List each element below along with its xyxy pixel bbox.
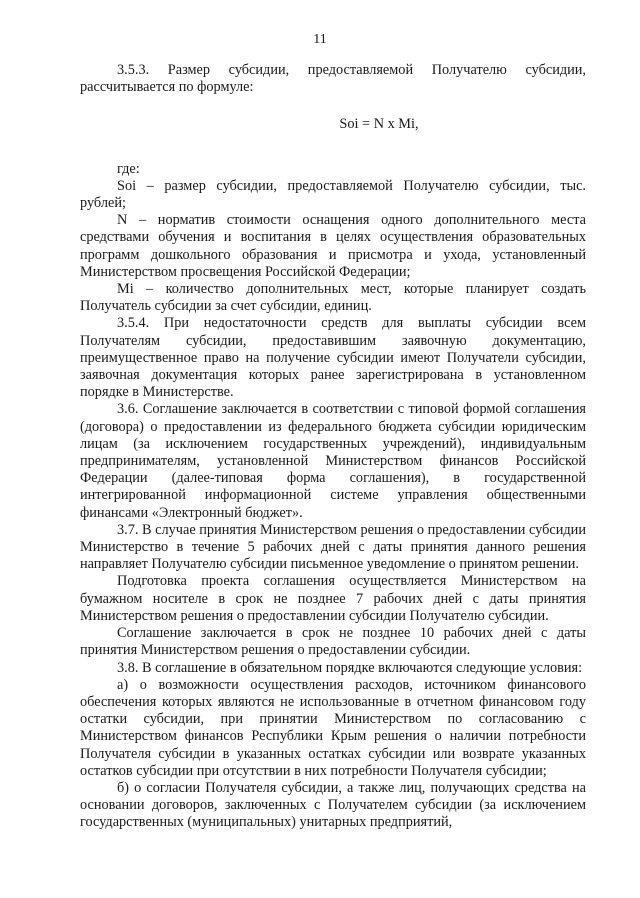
paragraph-3-5-4: 3.5.4. При недостаточности средств для выплаты субсидии всем Получателям субсидии, предоставившим заявочную документацию, преимущественное право на получение субсидии имеют Получатели субсидии, заявочная документация которых ранее зарегистрирована в установленном порядке в Министерстве. <box>80 315 586 401</box>
formula: Soi = N x Mi, <box>339 116 419 133</box>
paragraph-3-8: 3.8. В соглашение в обязательном порядке включаются следующие условия: <box>117 659 583 676</box>
paragraph-mi-definition: Mi – количество дополнительных мест, которые планирует создать Получатель субсидии за счет субсидии, единиц. <box>80 281 586 315</box>
page-number: 11 <box>313 32 327 47</box>
paragraph-n-definition: N – норматив стоимости оснащения одного дополнительного места средствами обучения и воспитания в целях осуществления образовательных программ дошкольного образования и присмотра и ухода, установленный Министерством просвещения Российской Федерации; <box>80 212 586 280</box>
paragraph-soi-definition: Soi – размер субсидии, предоставляемой Получателю субсидии, тыс. рублей; <box>80 177 586 212</box>
paragraph-agreement-term: Соглашение заключается в срок не позднее 10 рабочих дней с даты принятия Министерством решения о предоставлении субсидии. <box>80 625 586 659</box>
paragraph-3-5-3: 3.5.3. Размер субсидии, предоставляемой Получателю субсидии, рассчитывается по формуле: <box>80 62 586 96</box>
paragraph-3-7: 3.7. В случае принятия Министерством решения о предоставлении субсидии Министерство в течение 5 рабочих дней с даты принятия данного решения направляет Получателю субсидии письменное уведомление о принятом решении. <box>80 521 586 573</box>
paragraph-condition-b: б) о согласии Получателя субсидии, а также лиц, получающих средства на основании договоров, заключенных с Получателем субсидии (за исключением государственных (муниципальных) унитарных предприятий, <box>80 779 586 831</box>
paragraph-where: где: <box>117 160 140 177</box>
document-body <box>80 62 586 832</box>
paragraph-3-6: 3.6. Соглашение заключается в соответствии с типовой формой соглашения (договора) о предоставлении из федерального бюджета субсидии юридическим лицам (за исключением государственных учреждений), индивидуальным предпринимателям, установленной Министерством финансов Российской Федерации (далее-типовая форма соглашения), в государственной интегрированной информационной системе управления общественными финансами «Электронный бюджет». <box>80 401 586 521</box>
paragraph-preparation: Подготовка проекта соглашения осуществляется Министерством на бумажном носителе в срок не позднее 7 рабочих дней с даты принятия Министерством решения о предоставлении субсидии Получателю субсидии. <box>80 573 586 624</box>
paragraph-condition-a: а) о возможности осуществления расходов, источником финансового обеспечения которых являются не использованные в отчетном финансовом году остатки субсидии, при принятии Министерством по согласованию с Министерством финансов Республики Крым решения о наличии потребности Получателя субсидии в указанных остатках субсидии или возврате указанных остатков субсидии при отсутствии в них потребности Получателя субсидии; <box>80 676 586 779</box>
